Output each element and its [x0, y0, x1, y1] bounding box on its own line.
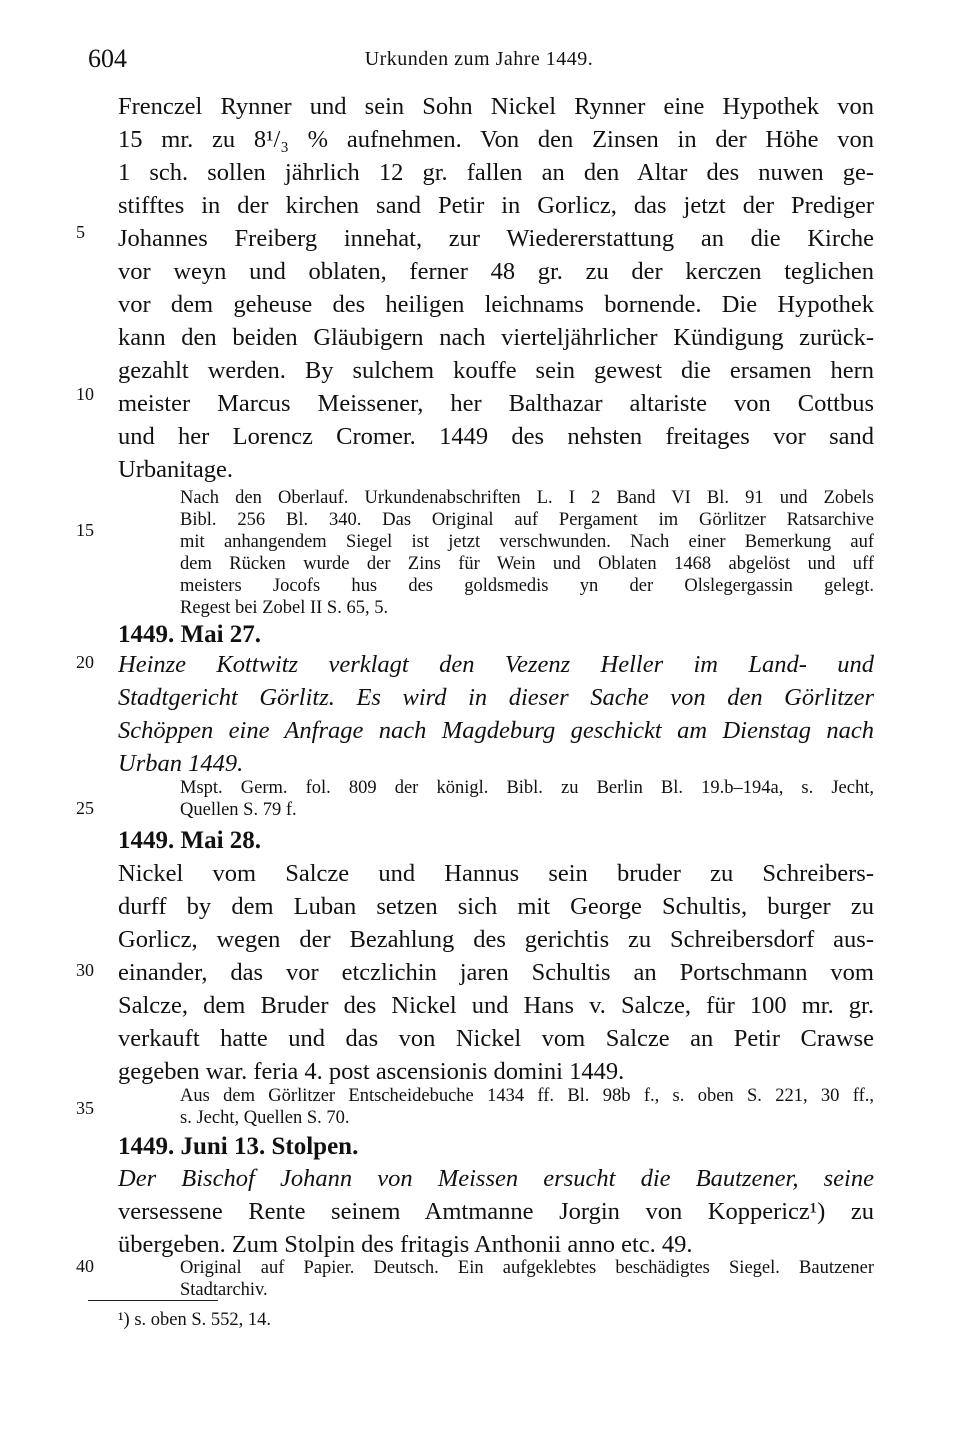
source-note: Quellen S. 79 f.: [180, 800, 297, 820]
body-line: 15 mr. zu 8¹/₃ % aufnehmen. Von den Zinsen in der Höhe von: [118, 126, 874, 153]
body-line: übergeben. Zum Stolpin des fritagis Anthonii anno etc. 49.: [118, 1231, 693, 1258]
body-line: Johannes Freiberg innehat, zur Wiedererstattung an die Kirche: [118, 225, 874, 252]
body-line: Salcze, dem Bruder des Nickel und Hans v. Salcze, für 100 mr. gr.: [118, 992, 874, 1019]
body-line: 1 sch. sollen jährlich 12 gr. fallen an den Altar des nuwen ge-: [118, 159, 874, 186]
source-note: Bibl. 256 Bl. 340. Das Original auf Pergament im Görlitzer Ratsarchive: [180, 510, 874, 530]
body-line: meister Marcus Meissener, her Balthazar altariste von Cottbus: [118, 390, 874, 417]
entry-heading: 1449. Mai 28.: [118, 827, 262, 854]
line-number: 35: [76, 1098, 94, 1118]
line-number: 25: [76, 798, 94, 818]
page-number: 604: [88, 44, 127, 73]
source-note: mit anhangendem Siegel ist jetzt verschwunden. Nach einer Bemerkung auf: [180, 532, 874, 552]
body-line: vor dem geheuse des heiligen leichnams bornende. Die Hypothek: [118, 291, 874, 318]
body-line: Gorlicz, wegen der Bezahlung des gerichtis zu Schreibersdorf aus-: [118, 926, 874, 953]
body-line: Der Bischof Johann von Meissen ersucht die Bautzener, seine: [118, 1165, 874, 1192]
source-note: Stadtarchiv.: [180, 1280, 268, 1300]
source-note: s. Jecht, Quellen S. 70.: [180, 1108, 350, 1128]
body-line: Stadtgericht Görlitz. Es wird in dieser Sache von den Görlitzer: [118, 684, 874, 711]
line-number: 5: [76, 222, 85, 242]
footnote: ¹) s. oben S. 552, 14.: [118, 1310, 272, 1330]
body-line: Schöppen eine Anfrage nach Magdeburg geschickt am Dienstag nach: [118, 717, 874, 744]
page-header: [88, 44, 870, 78]
entry-heading: 1449. Juni 13. Stolpen.: [118, 1133, 359, 1160]
body-line: Urban 1449.: [118, 750, 244, 777]
body-line: durff by dem Luban setzen sich mit George Schultis, burger zu: [118, 893, 874, 920]
body-line: versessene Rente seinem Amtmanne Jorgin von Koppericz¹) zu: [118, 1198, 874, 1225]
source-note: Original auf Papier. Deutsch. Ein aufgeklebtes beschädigtes Siegel. Bautzener: [180, 1258, 874, 1278]
entry-heading: 1449. Mai 27.: [118, 621, 262, 648]
line-number: 20: [76, 652, 94, 672]
body-line: stifftes in der kirchen sand Petir in Gorlicz, das jetzt der Prediger: [118, 192, 874, 219]
line-number: 15: [76, 520, 94, 540]
body-line: Nickel vom Salcze und Hannus sein bruder zu Schreibers-: [118, 860, 874, 887]
body-line: verkauft hatte und das von Nickel vom Salcze an Petir Crawse: [118, 1025, 874, 1052]
body-line: gezahlt werden. By sulchem kouffe sein gewest die ersamen hern: [118, 357, 874, 384]
source-note: Aus dem Görlitzer Entscheidebuche 1434 ff. Bl. 98b f., s. oben S. 221, 30 ff.,: [180, 1086, 874, 1106]
source-note: meisters Jocofs hus des goldsmedis yn der Olslegergassin gelegt.: [180, 576, 874, 596]
body-line: einander, das vor etczlichin jaren Schultis an Portschmann vom: [118, 959, 874, 986]
footnote-rule: [88, 1300, 218, 1301]
source-note: Regest bei Zobel II S. 65, 5.: [180, 598, 389, 618]
body-line: kann den beiden Gläubigern nach vierteljährlicher Kündigung zurück-: [118, 324, 874, 351]
body-line: gegeben war. feria 4. post ascensionis domini 1449.: [118, 1058, 625, 1085]
body-line: Frenczel Rynner und sein Sohn Nickel Rynner eine Hypothek von: [118, 93, 874, 120]
source-note: dem Rücken wurde der Zins für Wein und Oblaten 1468 abgelöst und uff: [180, 554, 874, 574]
body-line: vor weyn und oblaten, ferner 48 gr. zu der kerczen teglichen: [118, 258, 874, 285]
line-number: 10: [76, 384, 94, 404]
source-note: Mspt. Germ. fol. 809 der königl. Bibl. zu Berlin Bl. 19.b–194a, s. Jecht,: [180, 778, 874, 798]
line-number: 30: [76, 960, 94, 980]
source-note: Nach den Oberlauf. Urkundenabschriften L. I 2 Band VI Bl. 91 und Zobels: [180, 488, 874, 508]
running-head: Urkunden zum Jahre 1449.: [364, 48, 594, 70]
body-line: Urbanitage.: [118, 456, 233, 483]
body-line: Heinze Kottwitz verklagt den Vezenz Heller im Land- und: [118, 651, 874, 678]
line-number: 40: [76, 1256, 94, 1276]
body-line: und her Lorencz Cromer. 1449 des nehsten freitages vor sand: [118, 423, 874, 450]
